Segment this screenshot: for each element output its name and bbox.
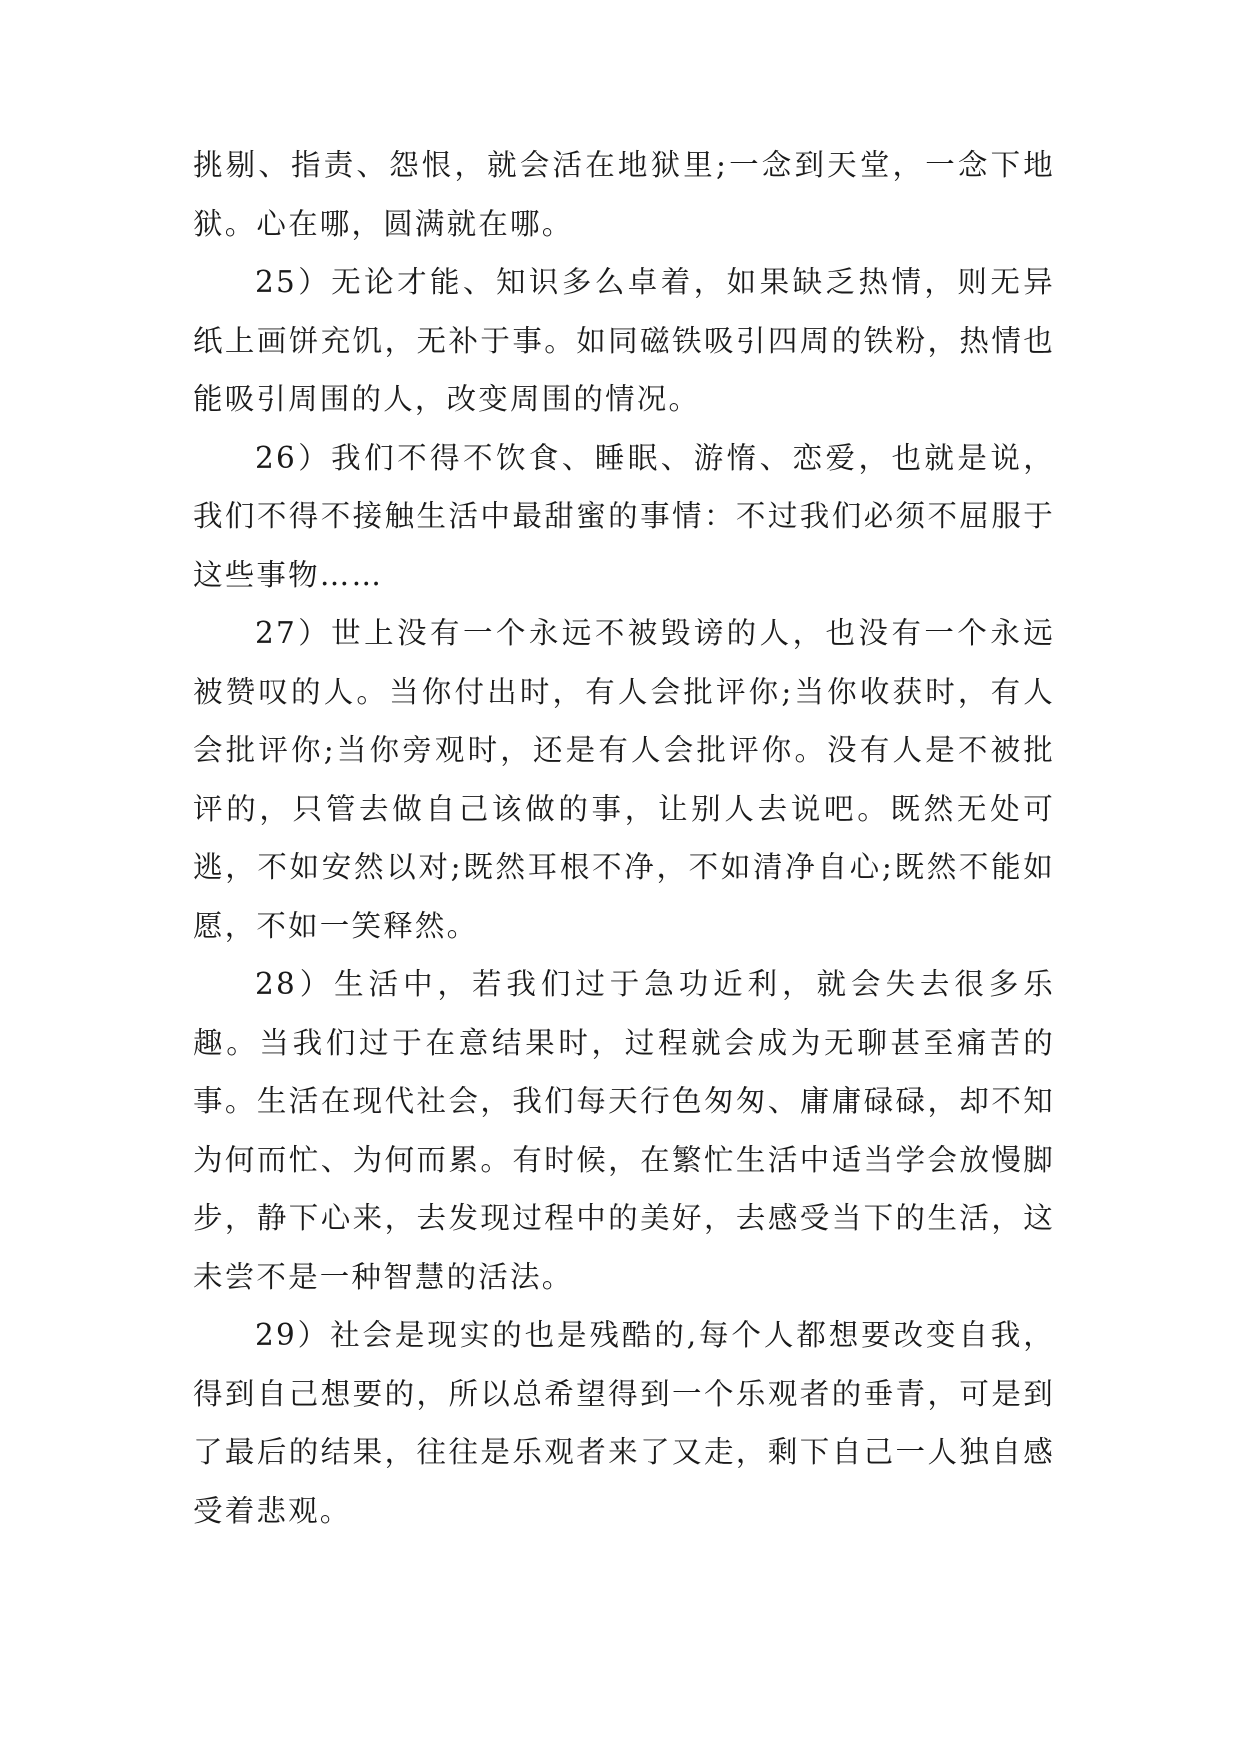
- paragraph-28: 28）生活中，若我们过于急功近利，就会失去很多乐趣。当我们过于在意结果时，过程就会成为无聊甚至痛苦的事。生活在现代社会，我们每天行色匆匆、庸庸碌碌，却不知为何而忙、为何而累。有时候，在繁忙生活中适当学会放慢脚步，静下心来，去发现过程中的美好，去感受当下的生活，这未尝不是一种智慧的活法。: [193, 967, 1055, 1294]
- body-text: [193, 136, 1055, 1540]
- paragraph-27: 27）世上没有一个永远不被毁谤的人，也没有一个永远被赞叹的人。当你付出时，有人会批评你;当你收获时，有人会批评你;当你旁观时，还是有人会批评你。没有人是不被批评的，只管去做自己该做的事，让别人去说吧。既然无处可逃，不如安然以对;既然耳根不净，不如清净自心;既然不能如愿，不如一笑释然。: [193, 616, 1055, 943]
- paragraph-26: 26）我们不得不饮食、睡眠、游惰、恋爱，也就是说，我们不得不接触生活中最甜蜜的事情：不过我们必须不屈服于这些事物……: [193, 440, 1055, 592]
- paragraph-25: 25）无论才能、知识多么卓着，如果缺乏热情，则无异纸上画饼充饥，无补于事。如同磁铁吸引四周的铁粉，热情也能吸引周围的人，改变周围的情况。: [193, 265, 1055, 416]
- paragraph-29: 29）社会是现实的也是残酷的,每个人都想要改变自我，得到自己想要的，所以总希望得到一个乐观者的垂青，可是到了最后的结果，往往是乐观者来了又走，剩下自己一人独自感受着悲观。: [193, 1318, 1055, 1528]
- paragraph-continuation: 挑剔、指责、怨恨，就会活在地狱里;一念到天堂，一念下地狱。心在哪，圆满就在哪。: [193, 148, 1055, 241]
